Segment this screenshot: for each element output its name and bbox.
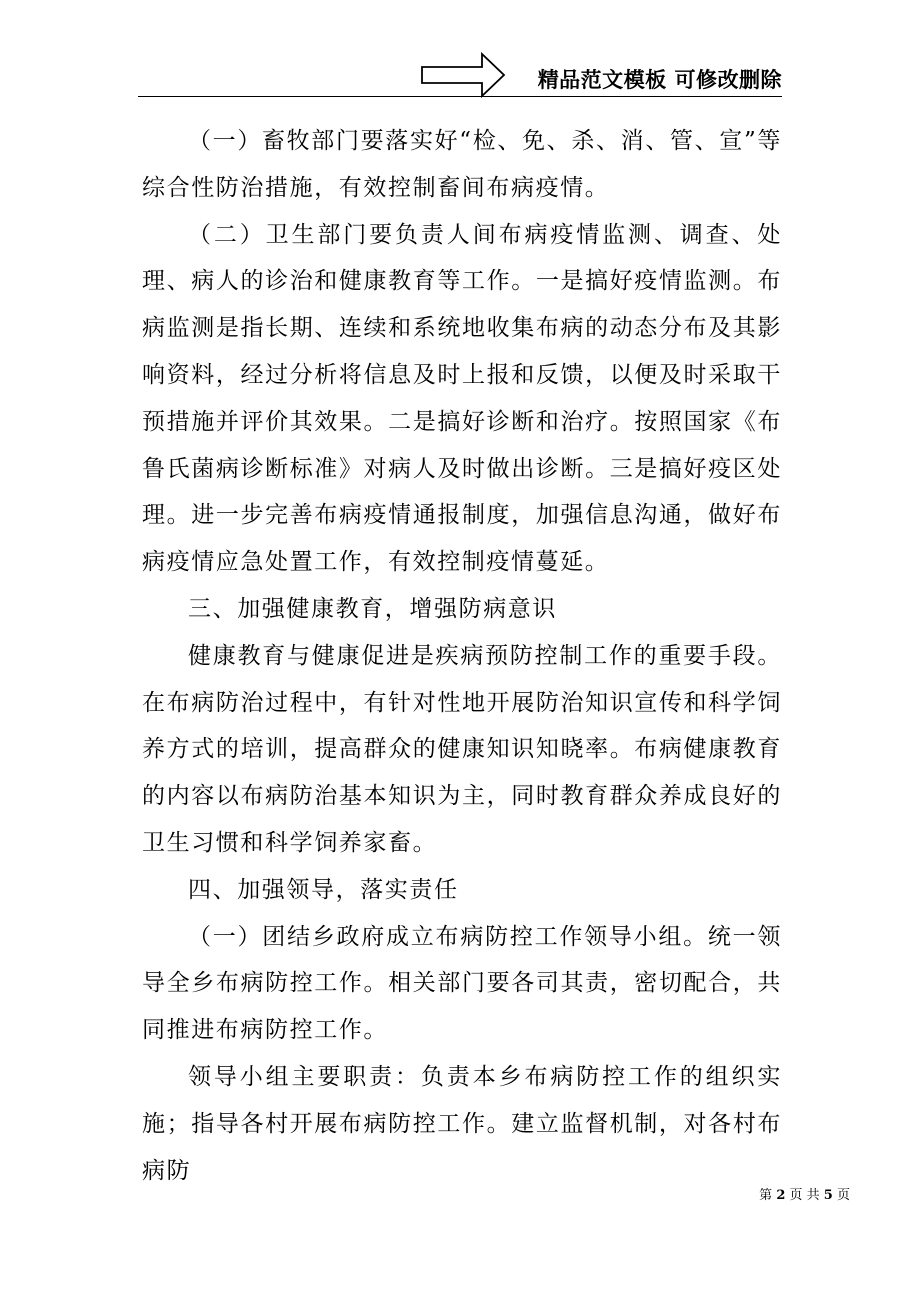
paragraph: （一）畜牧部门要落实好“检、免、杀、消、管、宣”等综合性防治措施，有效控制畜间布病疫情。 (142, 128, 782, 201)
header-title: 精品范文模板 可修改删除 (537, 68, 782, 92)
section-heading: 三、加强健康教育，增强防病意识 (188, 595, 557, 622)
paragraph: 健康教育与健康促进是疾病预防控制工作的重要手段。在布病防治过程中，有针对性地开展防治知识宣传和科学饲养方式的培训，提高群众的健康知识知晓率。布病健康教育的内容以布病防治基本知识为主，同时教育群众养成良好的卫生习惯和科学饲养家畜。 (142, 642, 782, 856)
section-heading: 四、加强领导，落实责任 (188, 876, 459, 903)
page-number-footer: 第 2 页 共 5 页 (759, 1188, 850, 1203)
right-arrow-icon (420, 52, 506, 98)
current-page-number: 2 (776, 1188, 786, 1203)
paragraph: （一）团结乡政府成立布病防控工作领导小组。统一领导全乡布病防控工作。相关部门要各司其责，密切配合，共同推进布病防控工作。 (142, 923, 782, 1044)
document-body (142, 118, 782, 1194)
total-pages-number: 5 (823, 1188, 833, 1203)
paragraph: 领导小组主要职责：负责本乡布病防控工作的组织实施；指导各村开展布病防控工作。建立监督机制，对各村布病防 (142, 1063, 782, 1184)
paragraph: （二）卫生部门要负责人间布病疫情监测、调查、处理、病人的诊治和健康教育等工作。一是搞好疫情监测。布病监测是指长期、连续和系统地收集布病的动态分布及其影响资料，经过分析将信息及时上报和反馈，以便及时采取干预措施并评价其效果。二是搞好诊断和治疗。按照国家《布鲁氏菌病诊断标准》对病人及时做出诊断。三是搞好疫区处理。进一步完善布病疫情通报制度，加强信息沟通，做好布病疫情应急处置工作，有效控制疫情蔓延。 (142, 221, 782, 576)
header-divider (138, 96, 782, 97)
